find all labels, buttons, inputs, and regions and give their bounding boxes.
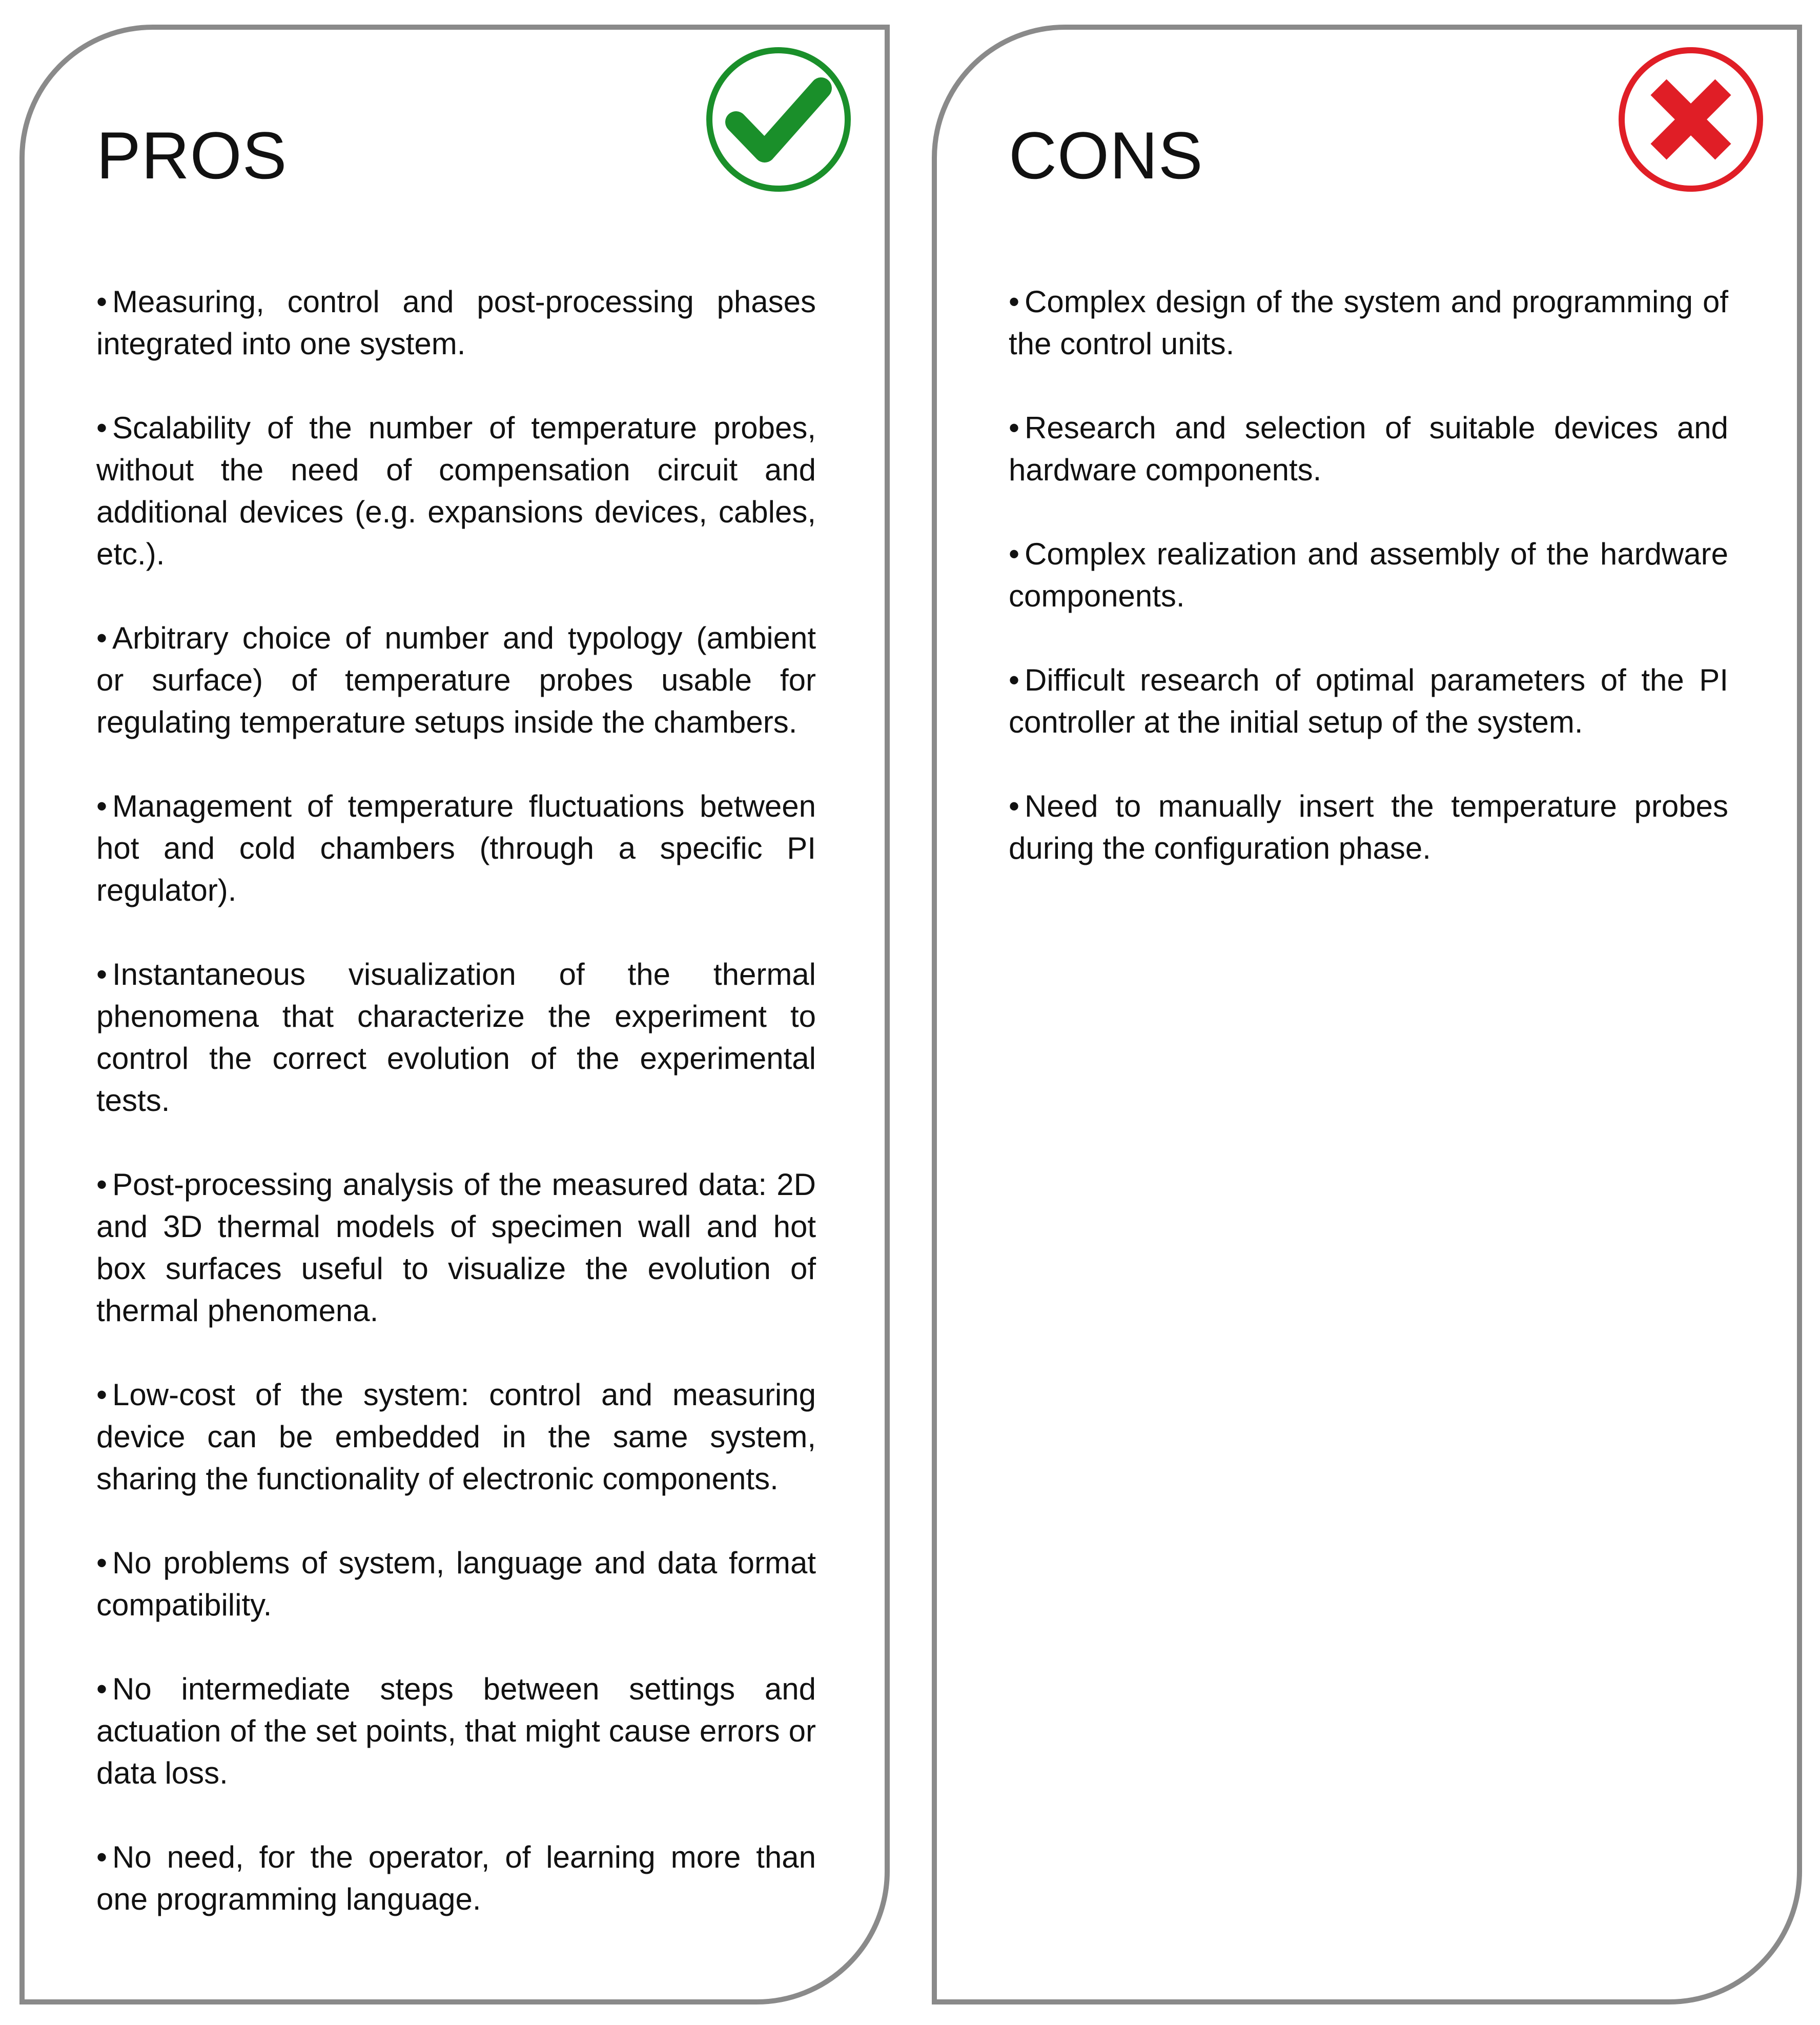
pros-item: [96, 1836, 816, 1920]
pros-item-text: Measuring, control and post-processing phases integrated into one system.: [96, 285, 816, 361]
pros-item-text: Post-processing analysis of the measured data: 2D and 3D thermal models of specimen wall and hot box surfaces useful to visualize the evolution of thermal phenomena.: [96, 1167, 816, 1328]
bullet-icon: •: [1009, 663, 1020, 697]
pros-item: [96, 1668, 816, 1794]
cons-item-text: Need to manually insert the temperature probes during the configuration phase.: [1009, 789, 1728, 865]
pros-item: [96, 1542, 816, 1626]
bullet-icon: •: [96, 411, 108, 445]
cons-panel: [932, 25, 1802, 2004]
bullet-icon: •: [1009, 537, 1020, 571]
cons-list: [1009, 281, 1728, 912]
check-icon: [704, 45, 853, 194]
pros-item-text: Arbitrary choice of number and typology (ambient or surface) of temperature probes usable for regulating temperature setups inside the chambers.: [96, 621, 816, 739]
cons-item-text: Complex design of the system and programming of the control units.: [1009, 285, 1728, 361]
bullet-icon: •: [96, 957, 108, 991]
pros-item: [96, 281, 816, 365]
bullet-icon: •: [96, 789, 108, 823]
pros-item-text: Scalability of the number of temperature probes, without the need of compensation circuit and additional devices (e.g. expansions devices, cables, etc.).: [96, 411, 816, 571]
cons-item: [1009, 533, 1728, 617]
bullet-icon: •: [96, 1840, 108, 1874]
bullet-icon: •: [96, 1546, 108, 1580]
pros-item-text: No intermediate steps between settings and actuation of the set points, that might cause errors or data loss.: [96, 1672, 816, 1790]
pros-item-text: Instantaneous visualization of the thermal phenomena that characterize the experiment to control the correct evolution of the experimental tests.: [96, 957, 816, 1118]
bullet-icon: •: [96, 1672, 108, 1706]
bullet-icon: •: [96, 1167, 108, 1202]
pros-item: [96, 407, 816, 575]
cons-item: [1009, 281, 1728, 365]
pros-item-text: No need, for the operator, of learning more than one programming language.: [96, 1840, 816, 1916]
cons-item: [1009, 659, 1728, 743]
pros-title: PROS: [96, 118, 288, 193]
cons-title: CONS: [1009, 118, 1203, 193]
bullet-icon: •: [96, 1378, 108, 1412]
pros-item-text: Low-cost of the system: control and measuring device can be embedded in the same system, sharing the functionality of electronic components.: [96, 1378, 816, 1496]
pros-item: [96, 785, 816, 912]
bullet-icon: •: [96, 285, 108, 319]
pros-item: [96, 617, 816, 743]
pros-list: [96, 281, 816, 1962]
pros-panel: [19, 25, 890, 2004]
pros-item: [96, 1374, 816, 1500]
bullet-icon: •: [1009, 411, 1020, 445]
cons-item-text: Complex realization and assembly of the hardware components.: [1009, 537, 1728, 613]
pros-item-text: Management of temperature fluctuations between hot and cold chambers (through a specific PI regulator).: [96, 789, 816, 907]
bullet-icon: •: [1009, 285, 1020, 319]
cons-item: [1009, 785, 1728, 869]
cons-item-text: Research and selection of suitable devices and hardware components.: [1009, 411, 1728, 487]
cross-icon: [1617, 45, 1765, 194]
bullet-icon: •: [1009, 789, 1020, 823]
cons-item-text: Difficult research of optimal parameters of the PI controller at the initial setup of the system.: [1009, 663, 1728, 739]
bullet-icon: •: [96, 621, 108, 655]
cons-item: [1009, 407, 1728, 491]
pros-item: [96, 954, 816, 1122]
pros-item-text: No problems of system, language and data format compatibility.: [96, 1546, 816, 1622]
pros-item: [96, 1164, 816, 1332]
